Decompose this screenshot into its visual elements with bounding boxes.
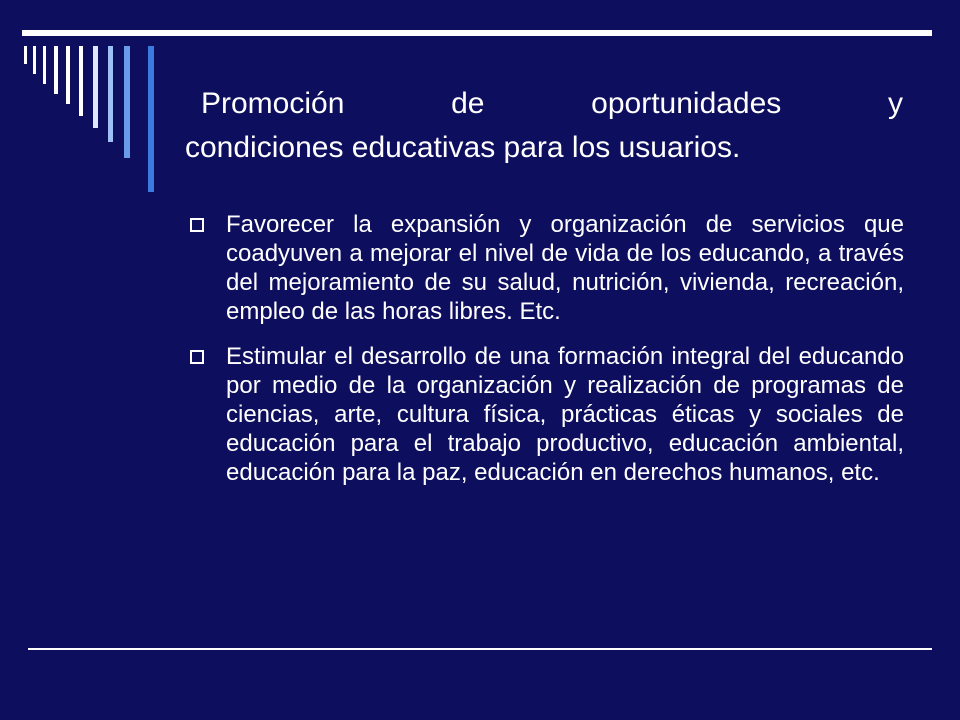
stripe xyxy=(66,46,70,104)
stripe xyxy=(93,46,98,128)
stripe xyxy=(54,46,58,94)
hollow-square-bullet-icon xyxy=(190,218,204,232)
stripe xyxy=(33,46,36,74)
stripe xyxy=(108,46,113,142)
hollow-square-bullet-icon xyxy=(190,350,204,364)
list-item xyxy=(188,342,904,487)
slide-title-line-1: Promoción de oportunidades y xyxy=(201,87,903,120)
list-item xyxy=(188,210,904,326)
stripe xyxy=(148,46,154,192)
top-rule xyxy=(22,30,932,36)
bullet-list xyxy=(188,210,904,503)
stripe xyxy=(24,46,27,64)
bullet-text: Estimular el desarrollo de una formación integral del educando por medio de la organización y realización de programas de ciencias, arte, cultura física, prácticas éticas y sociales de educación para el trabajo productivo, educación ambiental, educación para la paz, educación en derechos humanos, etc. xyxy=(226,343,904,486)
bottom-rule xyxy=(28,648,932,650)
slide-title xyxy=(185,82,903,170)
bullet-text: Favorecer la expansión y organización de servicios que coadyuven a mejorar el nivel de vida de los educando, a través del mejoramiento de su salud, nutrición, vivienda, recreación, empleo de las horas libres. Etc. xyxy=(226,211,904,325)
slide-title-line-2: condiciones educativas para los usuarios. xyxy=(185,131,741,164)
stripe xyxy=(79,46,83,116)
stripe xyxy=(43,46,46,84)
stripe xyxy=(124,46,130,158)
